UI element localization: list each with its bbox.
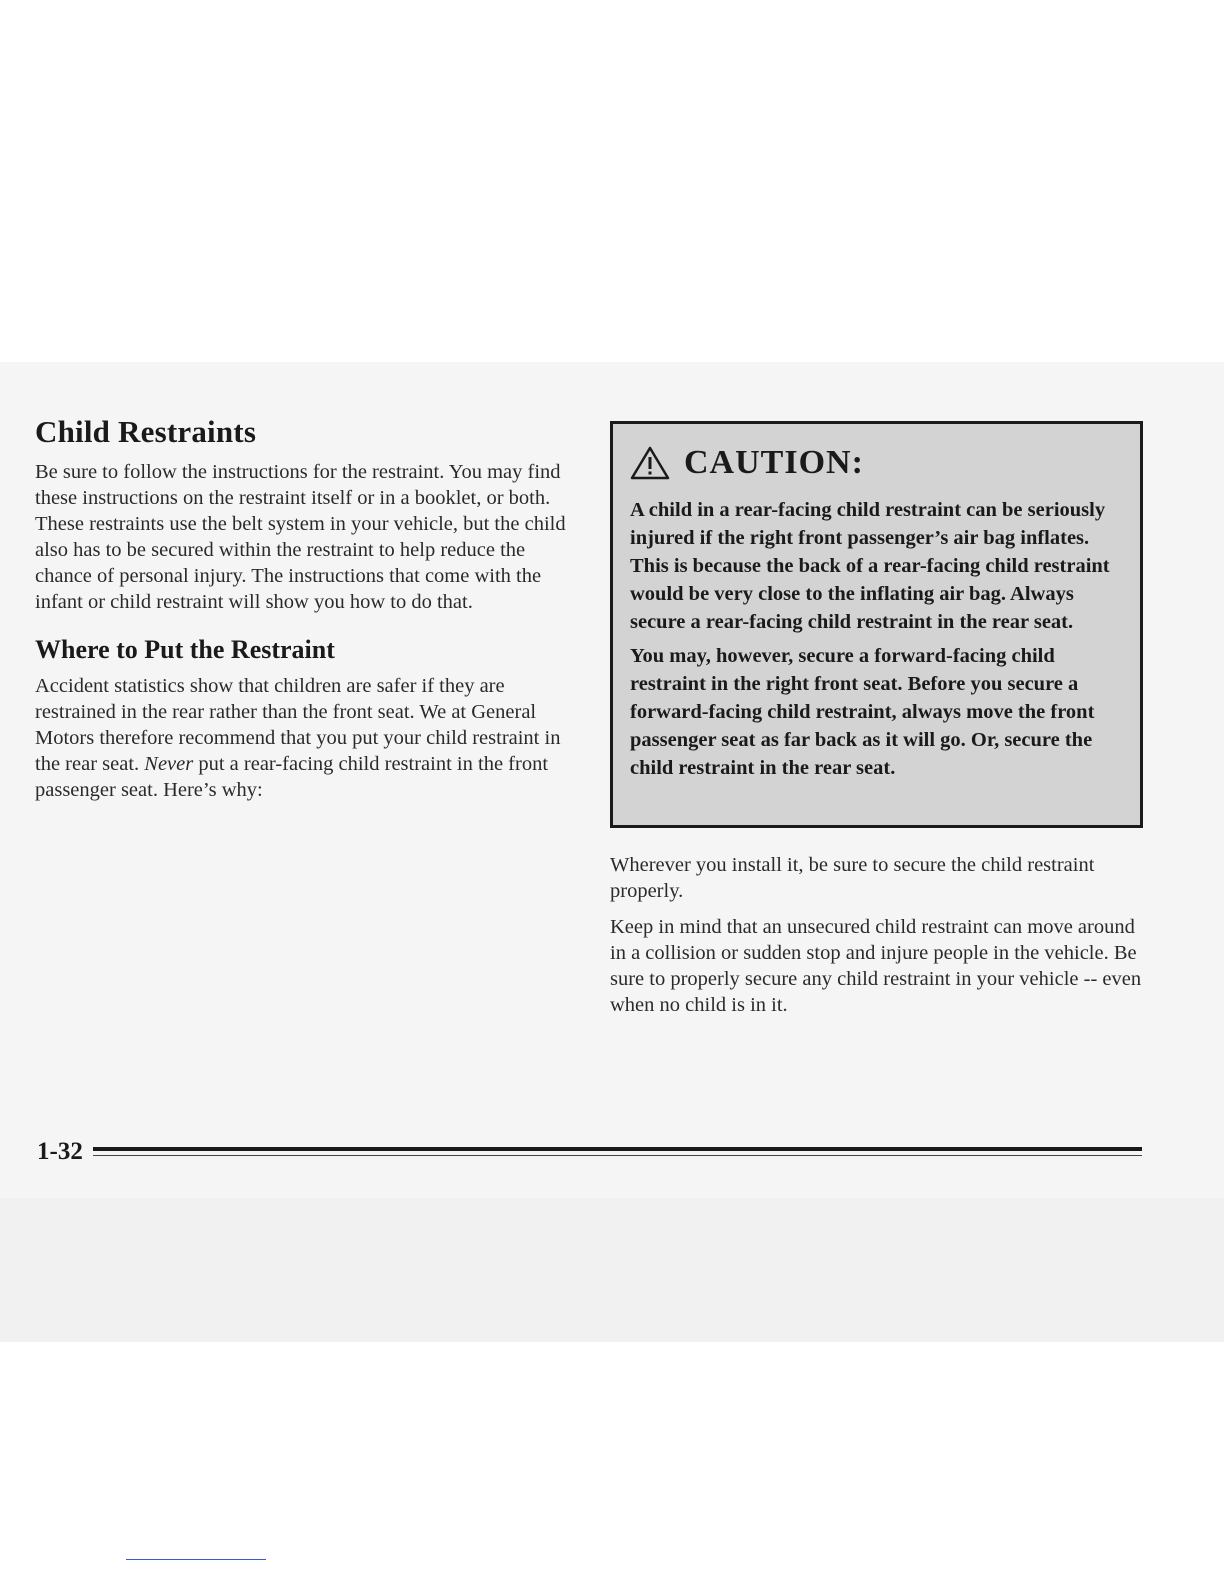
page-number: 1-32 [37,1138,83,1165]
bottom-divider [126,1559,266,1560]
caution-title: CAUTION: [684,444,864,481]
where-to-put-text-1: Accident statistics show that children are safer if they are restrained in the rear rather than the front seat. We at General Motors therefore recommend that you put your child restraint in the rear seat. [35,675,561,775]
page-lower-band [0,1198,1224,1342]
where-to-put-paragraph [35,673,575,803]
after-caution-paragraph-1: Wherever you install it, be sure to secure the child restraint properly. [610,854,1095,902]
where-to-put-text-2: put a rear-facing child restraint in the front passenger seat. Here’s why: [35,753,549,801]
subsection-title-where-to-put: Where to Put the Restraint [35,635,335,664]
caution-paragraph-1: A child in a rear-facing child restraint can be seriously injured if the right front passenger’s air bag inflates. This is because the back of a rear-facing child restraint would be very close to the inflating air bag. Always secure a rear-facing child restraint in the rear seat. [630,499,1110,633]
warning-triangle-icon [630,446,670,480]
right-column [610,852,1150,1028]
page-footer [37,1138,1142,1168]
child-restraints-intro: Be sure to follow the instructions for the restraint. You may find these instructions on the restraint itself or in a booklet, or both. These restraints use the belt system in your vehicle, but the child also has to be secured within the restraint to help reduce the chance of personal injury. The instructions that come with the infant or child restraint will show you how to do that. [35,461,566,613]
section-title-child-restraints: Child Restraints [35,414,257,449]
footer-rule-thin [93,1155,1142,1156]
caution-box [610,421,1143,828]
after-caution-paragraph-2: Keep in mind that an unsecured child restraint can move around in a collision or sudden stop and injure people in the vehicle. Be sure to properly secure any child restraint in your vehicle -- even when no child is in it. [610,916,1142,1016]
left-column [35,414,575,803]
caution-header [630,444,1124,482]
caution-paragraph-2: You may, however, secure a forward-facing child restraint in the right front seat. Before you secure a forward-facing child restraint, always move the front passenger seat as far back as it will go. Or, secure the child restraint in the rear seat. [630,645,1095,779]
footer-rule-thick [93,1147,1142,1151]
where-to-put-emphasis: Never [144,753,194,775]
